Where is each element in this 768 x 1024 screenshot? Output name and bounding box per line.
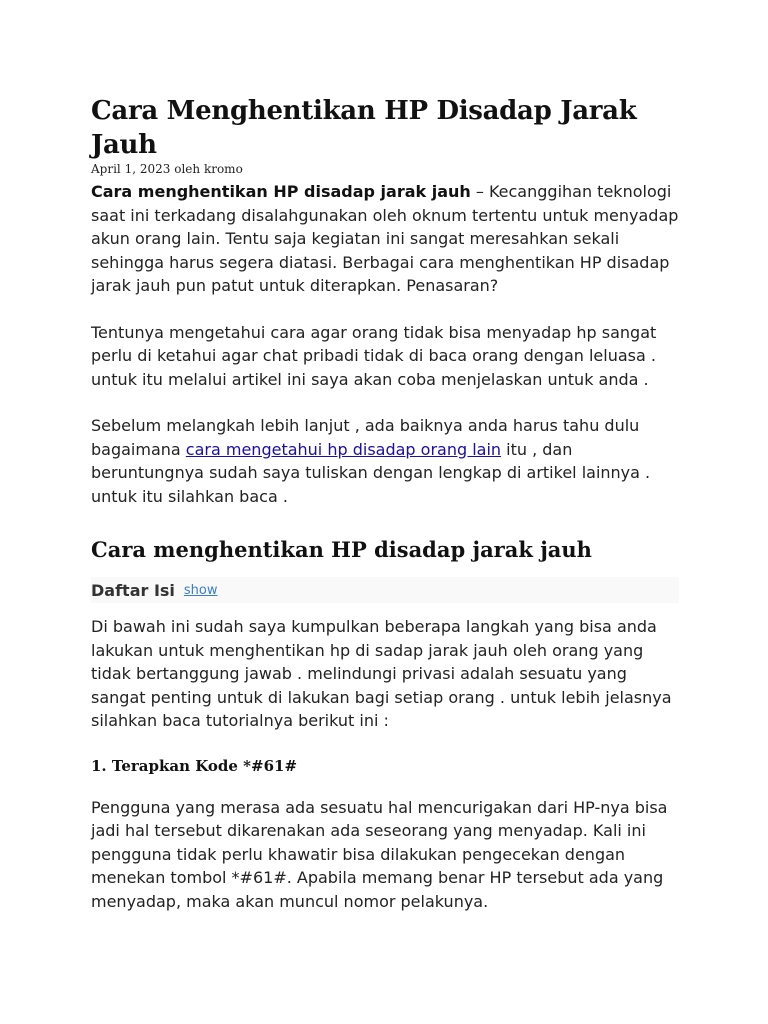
paragraph-5: Pengguna yang merasa ada sesuatu hal mencurigakan dari HP-nya bisa jadi hal tersebut dikarenakan ada seseorang yang menyadap. Kali ini pengguna tidak perlu khawatir bisa dilakukan pengecekan dengan menekan tombol *#61#. Apabila memang benar HP tersebut ada yang menyadap, maka akan muncul nomor pelakunya.	[91, 797, 668, 911]
post-date: April 1, 2023	[91, 162, 171, 176]
post-meta	[91, 162, 681, 176]
step-1-heading: 1. Terapkan Kode *#61#	[91, 756, 298, 775]
intro-paragraph	[91, 180, 681, 298]
intro-bold-keyword: Cara menghentikan HP disadap jarak jauh	[91, 182, 471, 201]
by-label: oleh	[174, 162, 201, 176]
toc-title: Daftar Isi	[91, 580, 175, 600]
paragraph-4: Di bawah ini sudah saya kumpulkan beberapa langkah yang bisa anda lakukan untuk menghentikan hp di sadap jarak jauh oleh orang yang tidak bertanggung jawab . melindungi privasi adalah sesuatu yang sangat penting untuk di lakukan bagi setiap orang . untuk lebih jelasnya silahkan baca tutorialnya berikut ini :	[91, 617, 672, 730]
paragraph-3-after: itu , dan beruntungnya sudah saya tuliskan dengan lengkap di artikel lainnya . untuk itu silahkan baca .	[91, 439, 651, 506]
paragraph-2: Tentunya mengetahui cara agar orang tidak bisa menyadap hp sangat perlu di ketahui agar chat pribadi tidak di baca orang dengan leluasa . untuk itu melalui artikel ini saya akan coba menjelaskan untuk anda .	[91, 322, 657, 389]
intro-text: – Kecanggihan teknologi saat ini terkadang disalahgunakan oleh oknum tertentu untuk menyadap akun orang lain. Tentu saja kegiatan ini sangat meresahkan sekali sehingga harus segera diatasi. Berbagai cara menghentikan HP disadap jarak jauh pun patut untuk diterapkan. Penasaran?	[91, 182, 679, 295]
paragraph-3	[91, 414, 681, 508]
toc-show-toggle[interactable]: show	[183, 582, 218, 598]
related-article-link[interactable]: cara mengetahui hp disadap orang lain	[185, 439, 502, 459]
table-of-contents	[91, 577, 679, 603]
article	[91, 94, 681, 936]
article-title: Cara Menghentikan HP Disadap Jarak Jauh	[91, 96, 637, 160]
post-author: kromo	[203, 162, 243, 176]
section-heading: Cara menghentikan HP disadap jarak jauh	[91, 537, 592, 562]
paragraph-3-before: Sebelum melangkah lebih lanjut , ada baiknya anda harus tahu dulu bagaimana	[91, 416, 640, 459]
